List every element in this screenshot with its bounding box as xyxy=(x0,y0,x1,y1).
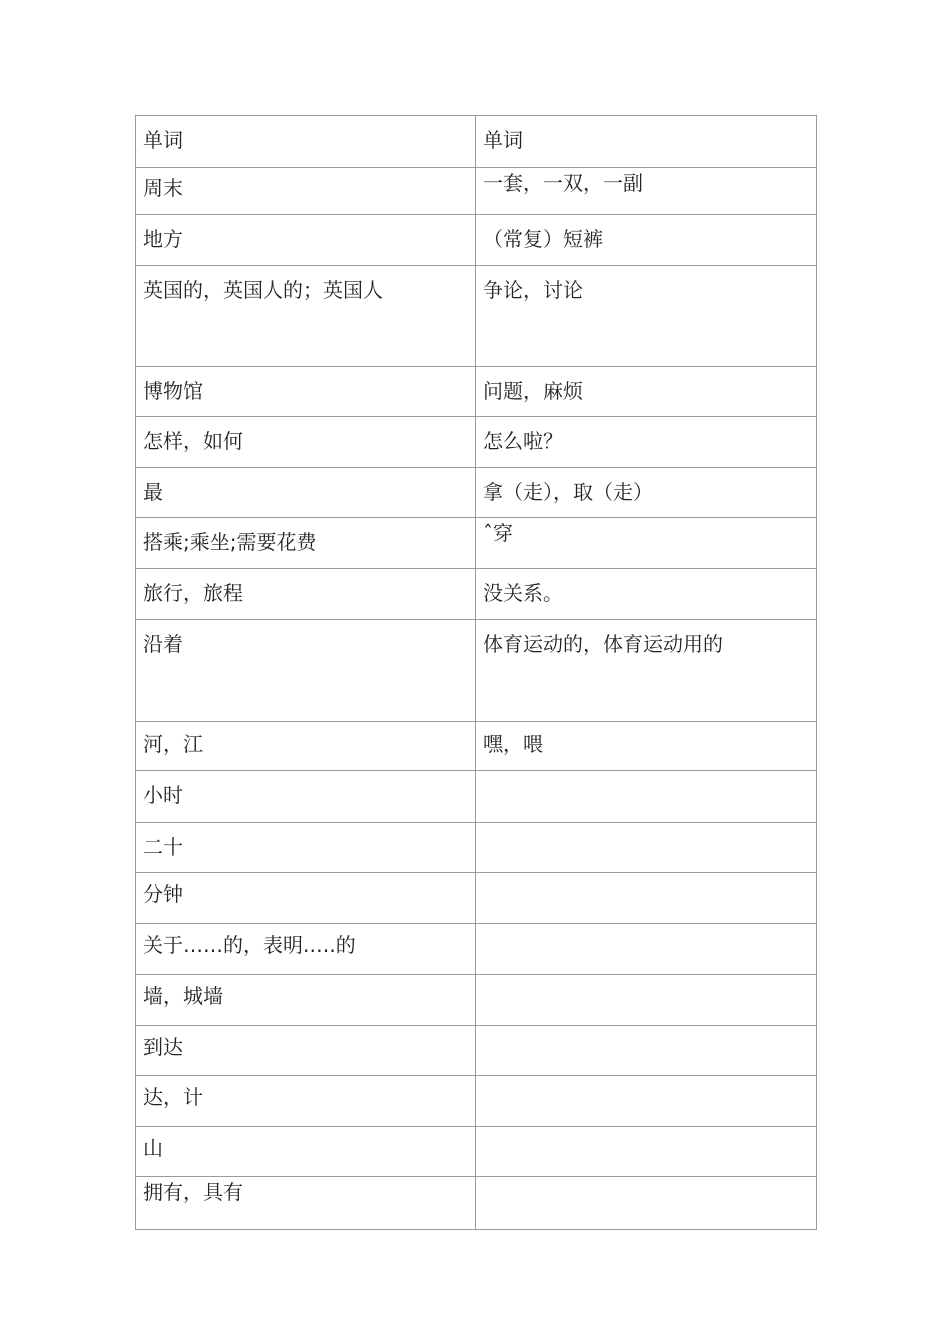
cell-text: 单词 xyxy=(483,128,523,152)
cell-text: 怎么啦？ xyxy=(483,429,563,453)
cell-text: 分钟 xyxy=(143,882,183,906)
table-cell xyxy=(136,168,476,215)
cell-text: ˆ穿 xyxy=(483,521,513,545)
table-cell xyxy=(136,468,476,518)
table-cell xyxy=(476,924,817,975)
table-cell xyxy=(136,722,476,771)
table-row xyxy=(136,924,817,975)
table-row xyxy=(136,116,817,168)
table-cell xyxy=(476,518,817,569)
table-row xyxy=(136,367,817,417)
cell-text: 一套，一双，一副 xyxy=(483,171,643,195)
table-cell xyxy=(136,873,476,924)
table-cell xyxy=(136,116,476,168)
cell-text: 旅行，旅程 xyxy=(143,581,243,605)
table-cell xyxy=(136,823,476,873)
table-row xyxy=(136,1127,817,1177)
cell-text: 最 xyxy=(143,480,163,504)
table-row xyxy=(136,518,817,569)
cell-text: 沿着 xyxy=(143,632,183,656)
table-row xyxy=(136,1026,817,1076)
table-cell xyxy=(136,1127,476,1177)
table-row xyxy=(136,722,817,771)
table-cell xyxy=(136,620,476,722)
table-cell xyxy=(476,1127,817,1177)
cell-text: 二十 xyxy=(143,835,183,859)
table-cell xyxy=(476,771,817,823)
cell-text: 拥有，具有 xyxy=(143,1180,243,1204)
vocabulary-table xyxy=(135,115,817,1230)
cell-text: 山 xyxy=(143,1136,163,1160)
table-cell xyxy=(136,1026,476,1076)
table-cell xyxy=(136,975,476,1026)
table-cell xyxy=(476,873,817,924)
table-cell xyxy=(476,823,817,873)
table-cell xyxy=(136,417,476,468)
table-row xyxy=(136,215,817,266)
table-cell xyxy=(136,266,476,367)
cell-text: （常复）短裤 xyxy=(483,227,603,251)
table-cell xyxy=(476,468,817,518)
cell-text: 没关系。 xyxy=(483,581,563,605)
table-row xyxy=(136,823,817,873)
cell-text: 拿（走），取（走） xyxy=(483,480,653,504)
table-row xyxy=(136,975,817,1026)
cell-text: 地方 xyxy=(143,227,183,251)
table-cell xyxy=(476,367,817,417)
cell-text: 关于……的，表明.….的 xyxy=(143,933,356,957)
table-cell xyxy=(476,116,817,168)
table-row xyxy=(136,771,817,823)
table-cell xyxy=(136,569,476,620)
cell-text: 墙，城墙 xyxy=(143,984,223,1008)
table-cell xyxy=(136,1076,476,1127)
table-row xyxy=(136,417,817,468)
table-cell xyxy=(136,1177,476,1230)
table-cell xyxy=(476,417,817,468)
cell-text: 搭乘;乘坐;需要花费 xyxy=(143,530,317,554)
table-row xyxy=(136,468,817,518)
cell-text: 周末 xyxy=(143,176,183,200)
cell-text: 体育运动的，体育运动用的 xyxy=(483,632,723,656)
table-cell xyxy=(476,168,817,215)
table-cell xyxy=(136,771,476,823)
table-cell xyxy=(476,1177,817,1230)
cell-text: 达，计 xyxy=(143,1085,203,1109)
cell-text: 英国的，英国人的；英国人 xyxy=(143,278,383,302)
table-row xyxy=(136,168,817,215)
cell-text: 博物馆 xyxy=(143,379,203,403)
table-cell xyxy=(476,620,817,722)
cell-text: 怎样，如何 xyxy=(143,429,243,453)
cell-text: 小时 xyxy=(143,783,183,807)
table-cell xyxy=(476,569,817,620)
table-cell xyxy=(476,1026,817,1076)
cell-text: 问题，麻烦 xyxy=(483,379,583,403)
cell-text: 争论，讨论 xyxy=(483,278,583,302)
table-cell xyxy=(476,975,817,1026)
table-cell xyxy=(136,215,476,266)
table-row xyxy=(136,266,817,367)
cell-text: 嘿，喂 xyxy=(483,732,543,756)
table-cell xyxy=(476,215,817,266)
vocabulary-table-body xyxy=(136,116,817,1230)
cell-text: 单词 xyxy=(143,128,183,152)
table-cell xyxy=(476,722,817,771)
table-cell xyxy=(136,518,476,569)
table-row xyxy=(136,569,817,620)
table-row xyxy=(136,1076,817,1127)
table-row xyxy=(136,873,817,924)
table-row xyxy=(136,620,817,722)
table-cell xyxy=(136,367,476,417)
cell-text: 到达 xyxy=(143,1035,183,1059)
table-cell xyxy=(136,924,476,975)
table-cell xyxy=(476,266,817,367)
cell-text: 河，江 xyxy=(143,732,203,756)
table-cell xyxy=(476,1076,817,1127)
table-row xyxy=(136,1177,817,1230)
